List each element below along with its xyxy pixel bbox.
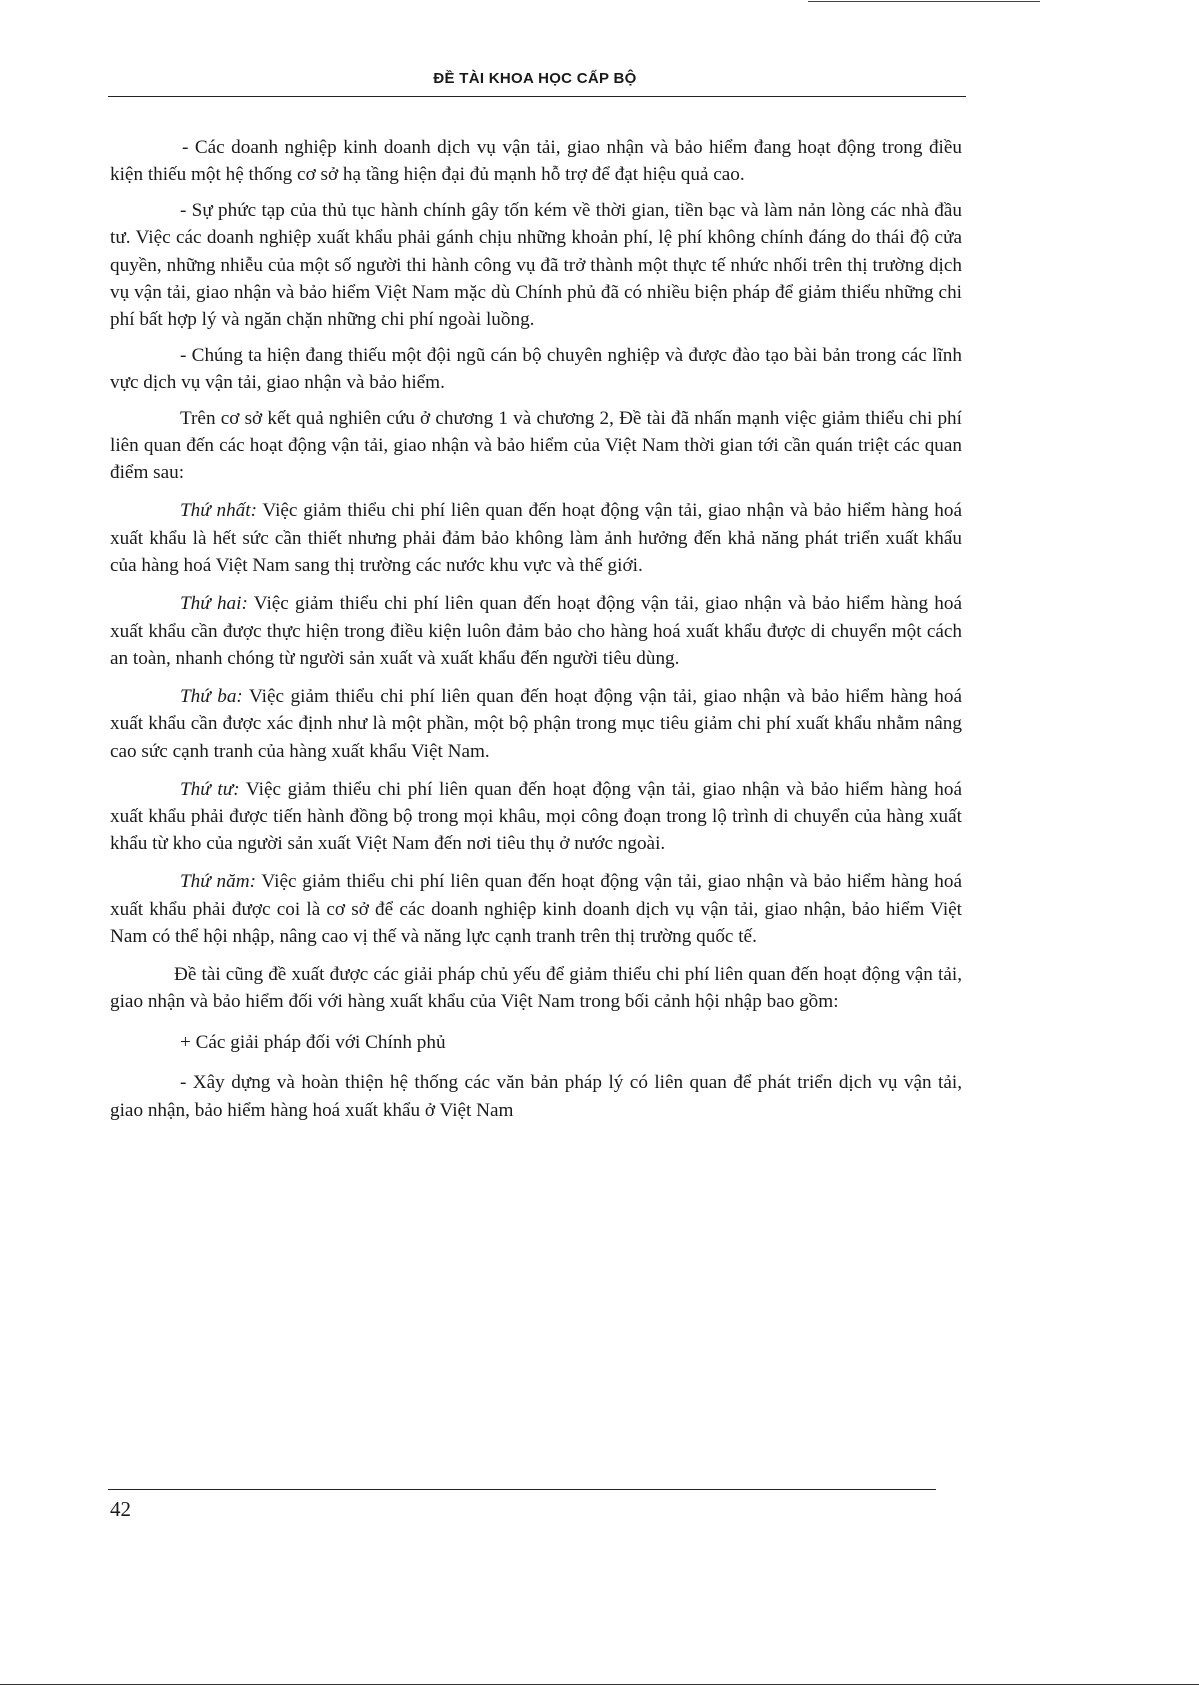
paragraph: + Các giải pháp đối với Chính phủ xyxy=(180,1031,446,1053)
paragraph: Thứ hai: Việc giảm thiểu chi phí liên quan đến hoạt động vận tải, giao nhận và bảo hiểm hàng hoá xuất khẩu cần được thực hiện trong điều kiện luôn đảm bảo cho hàng hoá xuất khẩu được di chuyển một cách an toàn, nhanh chóng từ người sản xuất và xuất khẩu đến người tiêu dùng. xyxy=(110,593,962,669)
paragraph: Thứ tư: Việc giảm thiểu chi phí liên quan đến hoạt động vận tải, giao nhận và bảo hiểm hàng hoá xuất khẩu phải được tiến hành đồng bộ trong mọi khâu, mọi công đoạn trong lộ trình di chuyển của hàng xuất khẩu từ kho của người sản xuất Việt Nam đến nơi tiêu thụ ở nước ngoài. xyxy=(110,778,962,855)
paragraph: - Sự phức tạp của thủ tục hành chính gây tốn kém về thời gian, tiền bạc và làm nản lòng các nhà đầu tư. Việc các doanh nghiệp xuất khẩu phải gánh chịu những khoản phí, lệ phí không chính đáng do thái độ cửa quyền, những nhiễu của một số người thi hành công vụ đã trở thành một thực tế nhức nhối trên thị trường dịch vụ vận tải, giao nhận và bảo hiểm Việt Nam mặc dù Chính phủ đã có nhiều biện pháp để giảm thiểu những chi phí bất hợp lý và ngăn chặn những chi phí ngoài luồng. xyxy=(110,199,962,331)
footer-divider xyxy=(108,1489,936,1490)
paragraph: Thứ năm: Việc giảm thiểu chi phí liên quan đến hoạt động vận tải, giao nhận và bảo hiểm hàng hoá xuất khẩu phải được coi là cơ sở để các doanh nghiệp kinh doanh dịch vụ vận tải, giao nhận, bảo hiểm Việt Nam có thể hội nhập, nâng cao vị thế và năng lực cạnh tranh trên thị trường quốc tế. xyxy=(110,871,962,948)
page-number: 42 xyxy=(110,1497,131,1521)
paragraph: - Các doanh nghiệp kinh doanh dịch vụ vận tải, giao nhận và bảo hiểm đang hoạt động trong điều kiện thiếu một hệ thống cơ sở hạ tầng hiện đại đủ mạnh hỗ trợ để đạt hiệu quả cao. xyxy=(110,137,962,186)
header-divider xyxy=(108,96,966,97)
paragraph-lead-term: Thứ năm: xyxy=(180,871,256,893)
paragraph: - Chúng ta hiện đang thiếu một đội ngũ cán bộ chuyên nghiệp và được đào tạo bài bản trong các lĩnh vực dịch vụ vận tải, giao nhận và bảo hiểm. xyxy=(110,344,962,394)
paragraph-lead-term: Thứ ba: xyxy=(180,685,243,707)
scan-edge-line-top xyxy=(808,1,1040,2)
paragraph: Thứ nhất: Việc giảm thiểu chi phí liên quan đến hoạt động vận tải, giao nhận và bảo hiểm hàng hoá xuất khẩu là hết sức cần thiết nhưng phải đảm bảo không làm ảnh hưởng đến khả năng phát triển xuất khẩu của hàng hoá Việt Nam sang thị trường các nước khu vực và thế giới. xyxy=(110,500,962,577)
document-body xyxy=(110,134,962,1135)
paragraph-lead-term: Thứ hai: xyxy=(180,593,248,615)
paragraph-lead-term: Thứ nhất: xyxy=(180,500,257,522)
paragraph-lead-term: Thứ tư: xyxy=(180,778,240,800)
page-header-title: ĐỀ TÀI KHOA HỌC CẤP BỘ xyxy=(433,70,637,87)
paragraph: - Xây dựng và hoàn thiện hệ thống các văn bản pháp lý có liên quan để phát triển dịch vụ vận tải, giao nhận, bảo hiểm hàng hoá xuất khẩu ở Việt Nam xyxy=(110,1072,962,1121)
paragraph: Thứ ba: Việc giảm thiểu chi phí liên quan đến hoạt động vận tải, giao nhận và bảo hiểm hàng hoá xuất khẩu cần được xác định như là một phần, một bộ phận trong mục tiêu giảm chi phí xuất khẩu nhằm nâng cao sức cạnh tranh của hàng xuất khẩu Việt Nam. xyxy=(110,685,962,762)
paragraph: Trên cơ sở kết quả nghiên cứu ở chương 1 và chương 2, Đề tài đã nhấn mạnh việc giảm thiểu chi phí liên quan đến các hoạt động vận tải, giao nhận và bảo hiểm của Việt Nam thời gian tới cần quán triệt các quan điểm sau: xyxy=(110,407,962,484)
paragraph: Đề tài cũng đề xuất được các giải pháp chủ yếu để giảm thiểu chi phí liên quan đến hoạt động vận tải, giao nhận và bảo hiểm đối với hàng xuất khẩu của Việt Nam trong bối cảnh hội nhập bao gồm: xyxy=(110,963,962,1013)
